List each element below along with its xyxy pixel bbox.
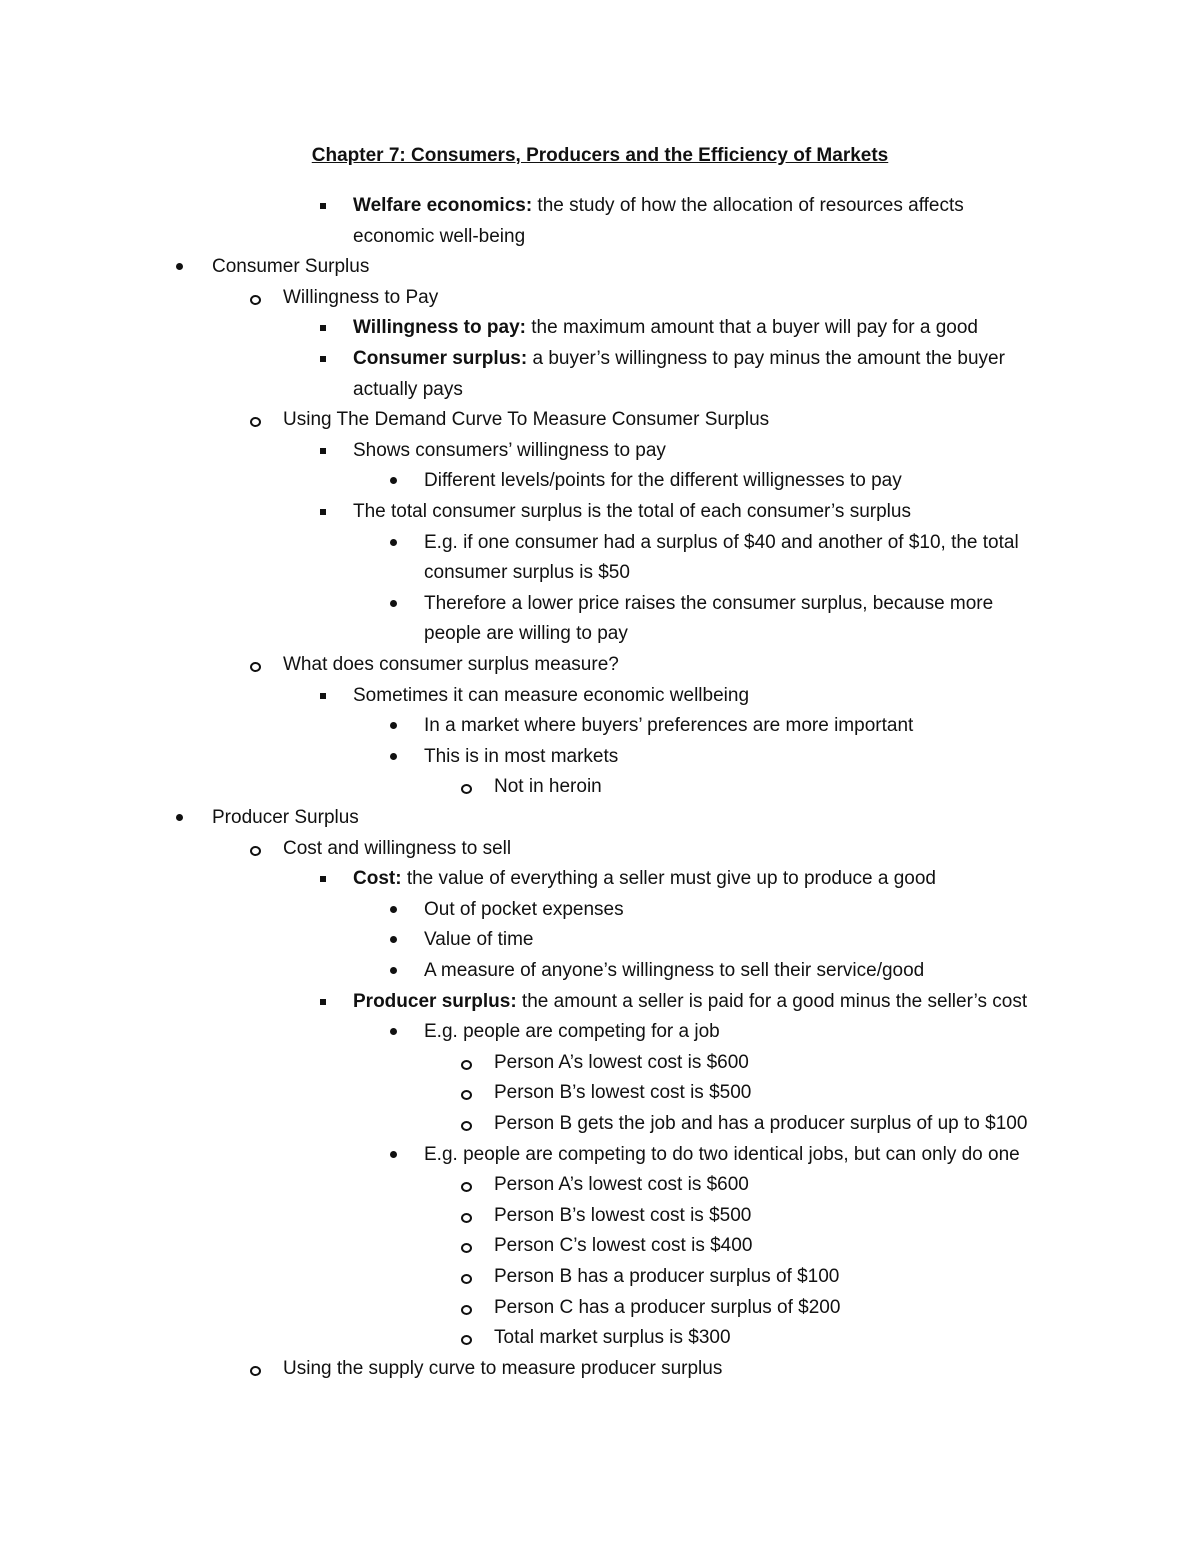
list-item-text <box>424 588 993 619</box>
list-item-text <box>494 1108 1027 1139</box>
circle-bullet-icon <box>461 1261 491 1292</box>
definition-text: Out of pocket expenses <box>424 898 624 920</box>
term-label: Producer surplus: <box>353 990 517 1012</box>
circle-bullet-icon <box>461 1200 491 1231</box>
list-item-text <box>353 986 1027 1017</box>
list-item-text <box>283 649 619 680</box>
definition-text: Value of time <box>424 929 534 951</box>
list-item-text <box>353 496 911 527</box>
list-item-text <box>424 955 924 986</box>
list-item-text <box>283 282 438 313</box>
list-item-text <box>424 527 1019 558</box>
list-item-text <box>494 1200 751 1231</box>
definition-text: A measure of anyone’s willingness to sell their service/good <box>424 960 925 981</box>
term-label: Welfare economics: <box>353 195 533 216</box>
circle-bullet-icon <box>461 1047 491 1078</box>
definition-text: Therefore a lower price raises the consumer surplus, because more <box>424 592 994 614</box>
list-item-text <box>353 190 964 221</box>
circle-bullet-icon <box>250 649 280 680</box>
list-item-text <box>212 802 359 833</box>
definition-text: Person A’s lowest cost is $600 <box>494 1174 749 1196</box>
list-item-text <box>283 404 769 435</box>
list-item-text <box>353 312 978 343</box>
definition-text: The total consumer surplus is the total of each consumer’s surplus <box>353 501 911 522</box>
circle-bullet-icon <box>461 1108 491 1139</box>
definition-text: Shows consumers’ willingness to pay <box>353 439 666 461</box>
bullet-bullet-icon <box>390 955 420 986</box>
definition-text: Not in heroin <box>494 776 602 798</box>
list-item-text <box>494 1322 731 1353</box>
circle-bullet-icon <box>250 1353 280 1384</box>
bullet-bullet-icon <box>176 251 206 282</box>
definition-text: E.g. if one consumer had a surplus of $40 and another of $10, the total <box>424 531 1019 553</box>
definition-text: In a market where buyers’ preferences are more important <box>424 715 914 737</box>
circle-bullet-icon <box>250 404 280 435</box>
definition-text: economic well-being <box>353 225 526 247</box>
definition-text: Using The Demand Curve To Measure Consumer Surplus <box>283 409 770 431</box>
definition-text: E.g. people are competing for a job <box>424 1021 720 1043</box>
circle-bullet-icon <box>250 282 280 313</box>
bullet-bullet-icon <box>390 894 420 925</box>
list-item-text <box>494 1047 749 1078</box>
definition-text: E.g. people are competing to do two identical jobs, but can only do one <box>424 1143 1020 1165</box>
list-item-text <box>494 1261 839 1292</box>
definition-text: consumer surplus is $50 <box>424 562 630 584</box>
square-bullet-icon <box>320 680 350 711</box>
bullet-bullet-icon <box>390 924 420 955</box>
list-item-text <box>494 1077 751 1108</box>
square-bullet-icon <box>320 863 350 894</box>
circle-bullet-icon <box>461 1169 491 1200</box>
list-item-text <box>353 680 749 711</box>
list-item-text <box>424 1139 1020 1170</box>
list-item-text <box>424 894 624 925</box>
definition-text: Producer Surplus <box>212 807 359 828</box>
definition-text: This is in most markets <box>424 745 619 767</box>
definition-text: the value of everything a seller must give up to produce a good <box>401 868 937 890</box>
term-label: Cost: <box>353 868 402 890</box>
page-title: Chapter 7: Consumers, Producers and the Efficiency of Markets <box>311 145 889 166</box>
bullet-bullet-icon <box>390 710 420 741</box>
list-item-text <box>424 465 902 496</box>
list-item-text <box>424 618 628 649</box>
square-bullet-icon <box>320 496 350 527</box>
term-label: Willingness to pay: <box>353 317 526 339</box>
definition-text: Person C has a producer surplus of $200 <box>494 1296 841 1318</box>
definition-text: Person C’s lowest cost is $400 <box>494 1235 753 1257</box>
definition-text: the amount a seller is paid for a good minus the seller’s cost <box>516 990 1028 1012</box>
bullet-bullet-icon <box>390 1016 420 1047</box>
list-item-text <box>424 1016 720 1047</box>
definition-text: actually pays <box>353 378 463 400</box>
bullet-bullet-icon <box>390 527 420 558</box>
list-item-text <box>283 833 511 864</box>
list-item-text <box>212 251 369 282</box>
definition-text: Person B gets the job and has a producer surplus of up to $100 <box>494 1113 1028 1134</box>
list-item-text <box>494 1292 840 1323</box>
definition-text: Cost and willingness to sell <box>283 837 512 859</box>
definition-text: people are willing to pay <box>424 623 628 645</box>
term-label: Consumer surplus: <box>353 348 528 369</box>
circle-bullet-icon <box>461 1322 491 1353</box>
list-item-text <box>424 741 618 772</box>
list-item-text <box>353 343 1005 374</box>
definition-text: the maximum amount that a buyer will pay for a good <box>525 317 978 339</box>
definition-text: Willingness to Pay <box>283 286 439 308</box>
list-item-text <box>353 221 525 252</box>
list-item-text <box>424 710 913 741</box>
definition-text: Different levels/points for the different willignesses to pay <box>424 470 902 492</box>
square-bullet-icon <box>320 435 350 466</box>
circle-bullet-icon <box>461 771 491 802</box>
bullet-bullet-icon <box>390 465 420 496</box>
circle-bullet-icon <box>461 1230 491 1261</box>
square-bullet-icon <box>320 190 350 221</box>
definition-text: Person B’s lowest cost is $500 <box>494 1082 752 1104</box>
list-item-text <box>494 1169 749 1200</box>
list-item-text <box>353 435 666 466</box>
circle-bullet-icon <box>461 1292 491 1323</box>
list-item-text <box>283 1353 722 1384</box>
bullet-bullet-icon <box>390 588 420 619</box>
bullet-bullet-icon <box>176 802 206 833</box>
square-bullet-icon <box>320 343 350 374</box>
definition-text: Person B’s lowest cost is $500 <box>494 1204 752 1226</box>
definition-text: Person A’s lowest cost is $600 <box>494 1051 749 1073</box>
circle-bullet-icon <box>250 833 280 864</box>
definition-text: Sometimes it can measure economic wellbeing <box>353 684 750 706</box>
definition-text: the study of how the allocation of resources affects <box>532 195 964 216</box>
list-item-text <box>424 557 630 588</box>
circle-bullet-icon <box>461 1077 491 1108</box>
definition-text: a buyer’s willingness to pay minus the amount the buyer <box>527 348 1005 369</box>
definition-text: Total market surplus is $300 <box>494 1327 731 1349</box>
list-item-text <box>353 863 936 894</box>
bullet-bullet-icon <box>390 1139 420 1170</box>
definition-text: Consumer Surplus <box>212 256 370 278</box>
square-bullet-icon <box>320 312 350 343</box>
square-bullet-icon <box>320 986 350 1017</box>
list-item-text <box>494 771 602 802</box>
bullet-bullet-icon <box>390 741 420 772</box>
list-item-text <box>424 924 533 955</box>
list-item-text <box>353 374 463 405</box>
definition-text: Person B has a producer surplus of $100 <box>494 1266 840 1287</box>
definition-text: What does consumer surplus measure? <box>283 654 619 675</box>
definition-text: Using the supply curve to measure producer surplus <box>283 1357 723 1379</box>
list-item-text <box>494 1230 752 1261</box>
